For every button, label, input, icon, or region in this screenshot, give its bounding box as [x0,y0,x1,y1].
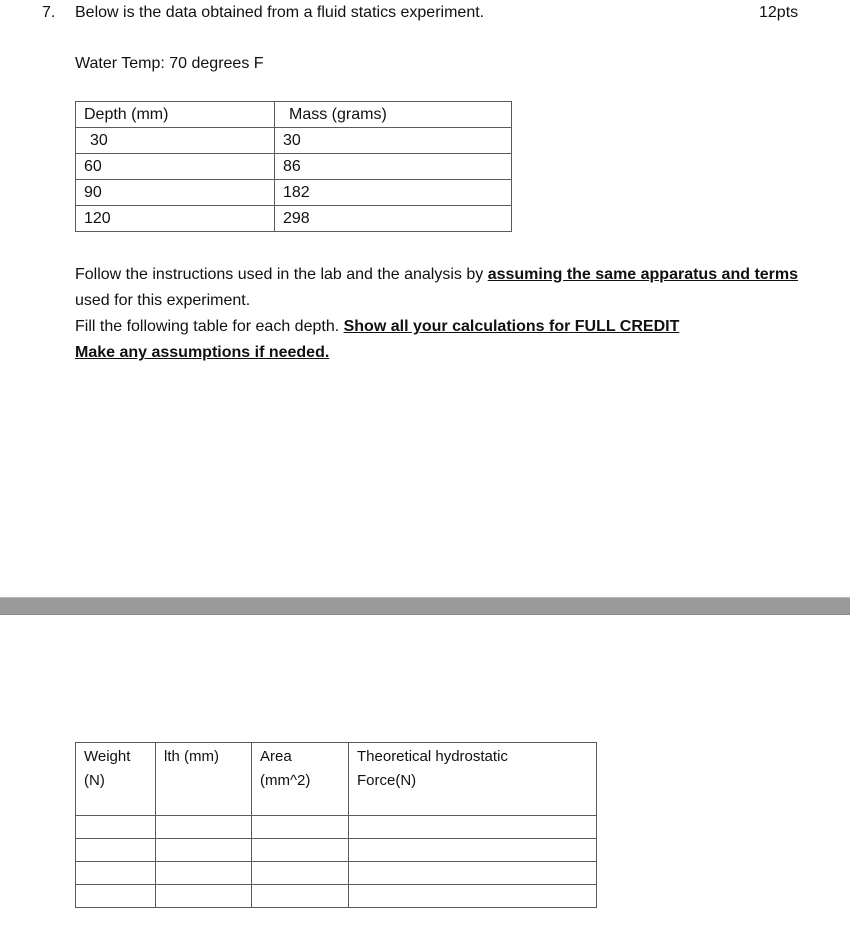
blank-cell[interactable] [76,885,156,908]
blank-cell[interactable] [76,839,156,862]
blank-cell[interactable] [349,816,597,839]
blank-cell[interactable] [156,816,252,839]
depth-cell: 60 [76,154,275,180]
table-row [76,154,512,180]
blank-cell[interactable] [156,839,252,862]
instructions [75,262,815,366]
depth-cell: 90 [76,180,275,206]
table-row [76,128,512,154]
depth-cell: 120 [76,206,275,232]
header-length-line1: lth (mm) [164,748,219,765]
instructions-text: Fill the following table for each depth. [75,318,344,335]
header-force [349,743,597,816]
header-force-line2: Force(N) [357,772,417,789]
blank-cell[interactable] [252,839,349,862]
instructions-text: used for this experiment. [75,292,251,309]
results-table-header-row [76,743,597,816]
blank-cell[interactable] [76,816,156,839]
data-table-header-row [76,102,512,128]
instructions-emphasis: Show all your calculations for FULL CREDIT [343,318,680,335]
data-table [75,101,512,232]
blank-cell[interactable] [252,862,349,885]
question-text: Below is the data obtained from a fluid statics experiment. [75,4,485,21]
table-row [76,816,597,839]
header-weight-line2: (N) [84,772,105,789]
table-row [76,885,597,908]
header-force-line1: Theoretical hydrostatic [357,748,508,765]
mass-cell: 86 [275,154,512,180]
header-weight-line1: Weight [84,748,131,765]
blank-cell[interactable] [156,862,252,885]
blank-cell[interactable] [156,885,252,908]
instructions-emphasis: Make any assumptions if needed. [75,344,330,361]
mass-cell: 182 [275,180,512,206]
instructions-emphasis: assuming the same apparatus and terms [487,266,799,283]
table-row [76,862,597,885]
page-divider [0,597,850,615]
header-length [156,743,252,816]
table-row [76,180,512,206]
blank-cell[interactable] [252,885,349,908]
header-mass: Mass (grams) [275,102,512,128]
water-temperature: Water Temp: 70 degrees F [75,55,264,72]
mass-cell: 298 [275,206,512,232]
blank-cell[interactable] [349,839,597,862]
instructions-text: Follow the instructions used in the lab and the analysis by [75,266,488,283]
header-depth: Depth (mm) [76,102,275,128]
blank-cell[interactable] [349,862,597,885]
header-area-line2: (mm^2) [260,772,311,789]
table-row [76,839,597,862]
blank-cell[interactable] [252,816,349,839]
header-area [252,743,349,816]
mass-cell: 30 [275,128,512,154]
depth-cell: 30 [76,128,275,154]
question-points: 12pts [759,4,799,21]
results-table [75,742,597,908]
question-number: 7. [42,4,56,21]
header-weight [76,743,156,816]
blank-cell[interactable] [76,862,156,885]
header-area-line1: Area [260,748,292,765]
table-row [76,206,512,232]
blank-cell[interactable] [349,885,597,908]
